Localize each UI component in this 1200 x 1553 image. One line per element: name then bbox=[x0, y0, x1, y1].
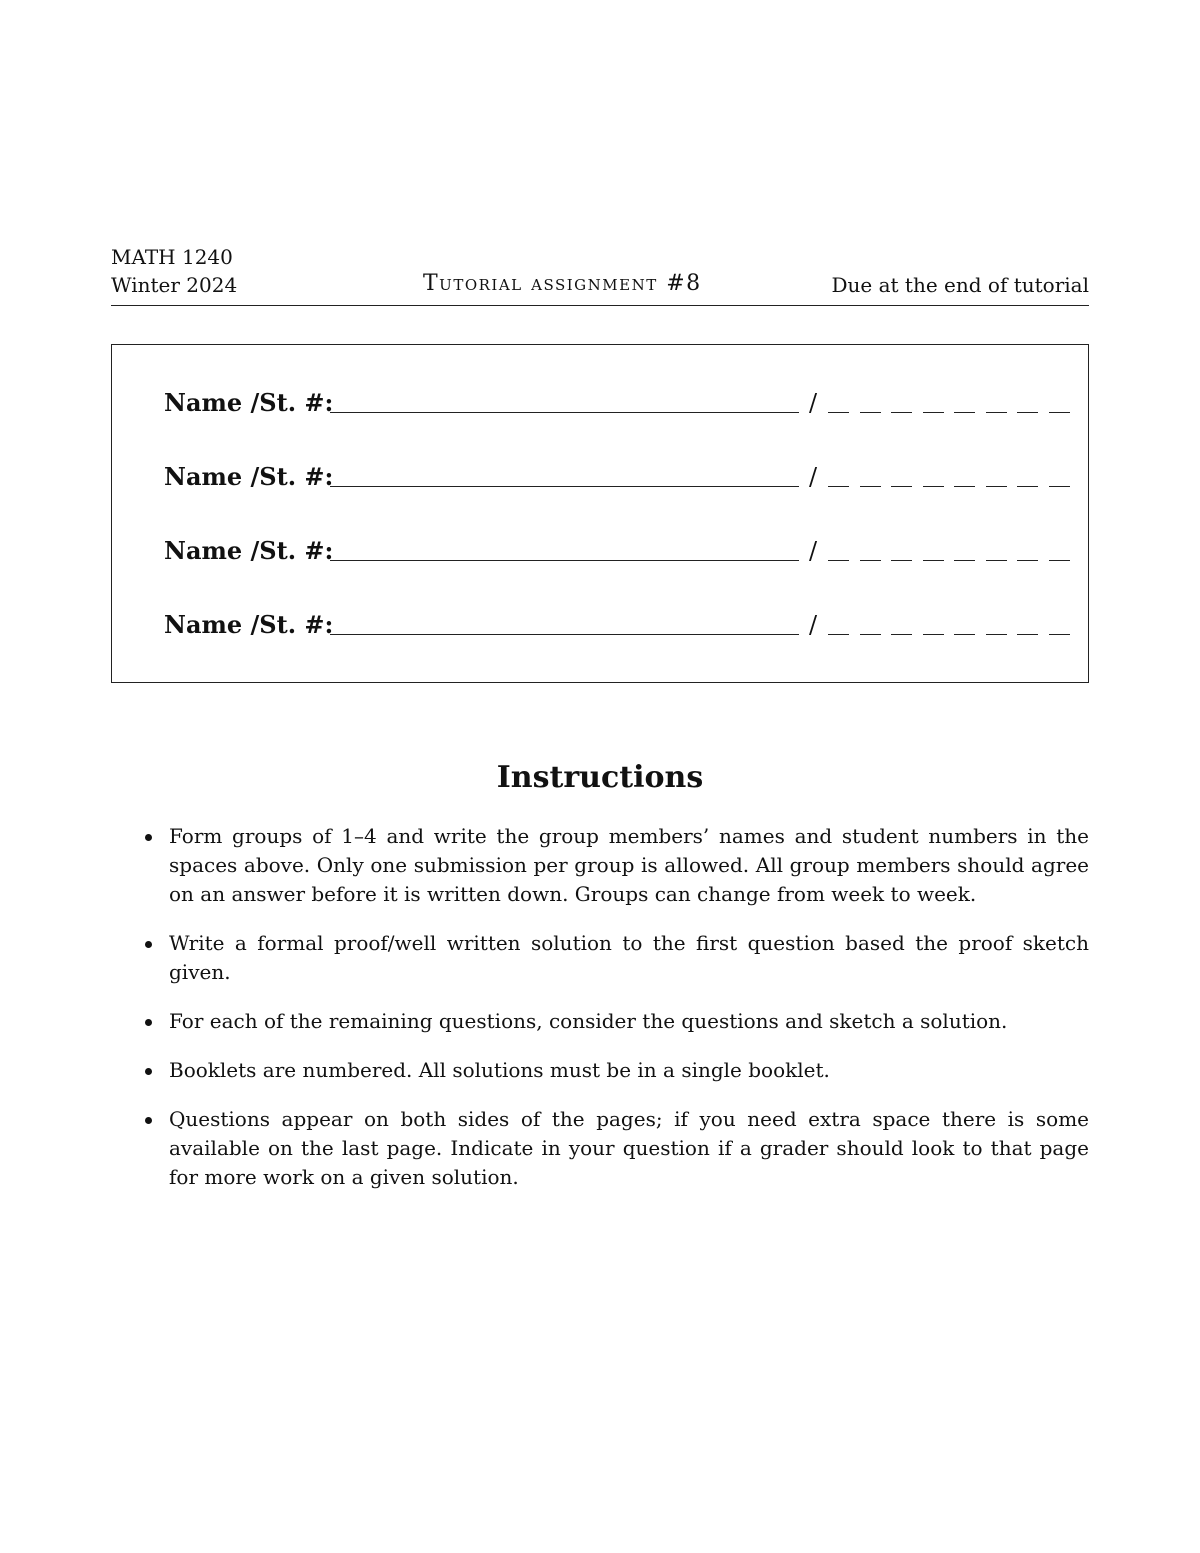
name-row bbox=[164, 533, 1076, 569]
digit-blank[interactable] bbox=[828, 634, 849, 635]
digit-blank[interactable] bbox=[954, 486, 975, 487]
digit-blank[interactable] bbox=[828, 412, 849, 413]
course-code: MATH 1240 bbox=[111, 245, 233, 269]
bullet-icon bbox=[145, 1068, 152, 1075]
digit-blank[interactable] bbox=[986, 486, 1007, 487]
name-label: Name /St. #: bbox=[164, 536, 334, 565]
name-label: Name /St. #: bbox=[164, 462, 334, 491]
digit-blank[interactable] bbox=[986, 560, 1007, 561]
digit-blank[interactable] bbox=[923, 412, 944, 413]
digit-blank[interactable] bbox=[828, 560, 849, 561]
instruction-text: Form groups of 1–4 and write the group members’ names and student numbers in the spaces above. Only one submission per group is allowed. All group members should agree on an answer before it is written down. Groups can change from week to week. bbox=[169, 824, 1089, 906]
name-row bbox=[164, 459, 1076, 495]
instruction-text: Booklets are numbered. All solutions must be in a single booklet. bbox=[169, 1058, 830, 1082]
digit-blank[interactable] bbox=[923, 634, 944, 635]
instruction-item bbox=[143, 1105, 1089, 1192]
instructions-heading: Instructions bbox=[496, 760, 704, 795]
name-row bbox=[164, 385, 1076, 421]
bullet-icon bbox=[145, 834, 152, 841]
digit-blank[interactable] bbox=[1017, 412, 1038, 413]
name-field[interactable] bbox=[330, 560, 799, 561]
instructions-list bbox=[143, 822, 1089, 1212]
digit-blank[interactable] bbox=[1017, 634, 1038, 635]
name-label: Name /St. #: bbox=[164, 610, 334, 639]
name-label: Name /St. #: bbox=[164, 388, 334, 417]
digit-blank[interactable] bbox=[891, 412, 912, 413]
digit-blank[interactable] bbox=[891, 634, 912, 635]
digit-blank[interactable] bbox=[860, 486, 881, 487]
instruction-text: Write a formal proof/well written solution to the first question based the proof sketch given. bbox=[169, 931, 1089, 984]
digit-blank[interactable] bbox=[1049, 486, 1070, 487]
digit-blank[interactable] bbox=[986, 412, 1007, 413]
page-header bbox=[111, 243, 1089, 306]
instruction-text: For each of the remaining questions, consider the questions and sketch a solution. bbox=[169, 1009, 1008, 1033]
digit-blank[interactable] bbox=[1049, 560, 1070, 561]
digit-blank[interactable] bbox=[828, 486, 849, 487]
digit-blank[interactable] bbox=[891, 560, 912, 561]
name-row bbox=[164, 607, 1076, 643]
name-field[interactable] bbox=[330, 486, 799, 487]
bullet-icon bbox=[145, 1117, 152, 1124]
instruction-item bbox=[143, 1007, 1089, 1036]
slash-separator: / bbox=[809, 537, 818, 565]
digit-blank[interactable] bbox=[1049, 412, 1070, 413]
digit-blank[interactable] bbox=[1049, 634, 1070, 635]
digit-blank[interactable] bbox=[923, 486, 944, 487]
term: Winter 2024 bbox=[111, 273, 238, 297]
instruction-item bbox=[143, 929, 1089, 987]
due-note: Due at the end of tutorial bbox=[831, 273, 1089, 297]
digit-blank[interactable] bbox=[986, 634, 1007, 635]
digit-blank[interactable] bbox=[923, 560, 944, 561]
digit-blank[interactable] bbox=[891, 486, 912, 487]
digit-blank[interactable] bbox=[860, 560, 881, 561]
slash-separator: / bbox=[809, 611, 818, 639]
digit-blank[interactable] bbox=[1017, 560, 1038, 561]
name-box bbox=[111, 344, 1089, 683]
slash-separator: / bbox=[809, 463, 818, 491]
slash-separator: / bbox=[809, 389, 818, 417]
digit-blank[interactable] bbox=[954, 412, 975, 413]
instruction-text: Questions appear on both sides of the pages; if you need extra space there is some available on the last page. Indicate in your question if a grader should look to that page for more work on a given solution. bbox=[169, 1107, 1089, 1189]
digit-blank[interactable] bbox=[1017, 486, 1038, 487]
digit-blank[interactable] bbox=[954, 560, 975, 561]
instruction-item bbox=[143, 822, 1089, 909]
assignment-title: Tutorial assignment #8 bbox=[423, 271, 702, 296]
instruction-item bbox=[143, 1056, 1089, 1085]
bullet-icon bbox=[145, 941, 152, 948]
digit-blank[interactable] bbox=[954, 634, 975, 635]
bullet-icon bbox=[145, 1019, 152, 1026]
digit-blank[interactable] bbox=[860, 634, 881, 635]
digit-blank[interactable] bbox=[860, 412, 881, 413]
name-field[interactable] bbox=[330, 634, 799, 635]
name-field[interactable] bbox=[330, 412, 799, 413]
